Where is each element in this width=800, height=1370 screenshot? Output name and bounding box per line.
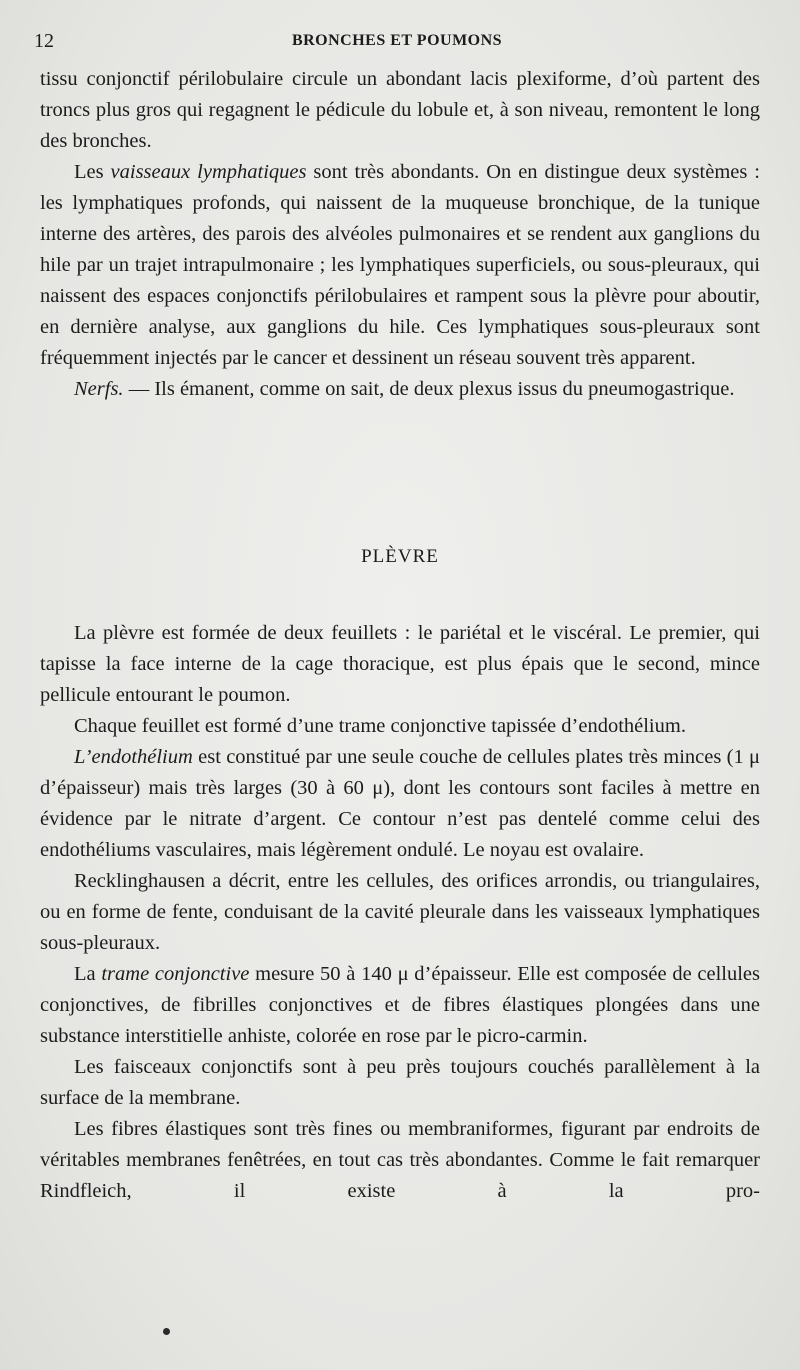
page-header [34, 30, 760, 54]
text-block-bronches [40, 64, 760, 405]
text-run: La [74, 963, 102, 985]
paragraph-nerfs [40, 374, 760, 405]
paragraph-fibres: Les fibres élastiques sont très fines ou membraniformes, figurant par endroits de véritables membranes fenêtrées, en tout cas très abondantes. Comme le fait remarquer Rindfleich, il existe à la pro- [40, 1118, 760, 1202]
text-run: — Ils émanent, comme on sait, de deux plexus issus du pneumogastrique. [123, 378, 735, 400]
ink-spot [163, 1328, 170, 1335]
italic-term: L’endothélium [74, 746, 193, 768]
text-run: mesure 50 à 140 μ d’épaisseur. Elle est composée de cellules conjonctives, de fibrilles conjonctives et de fibres élastiques plongées dans une substance interstitielle anhiste, colorée en rose par le picro-carmin. [40, 963, 761, 1047]
italic-term: vaisseaux lymphatiques [110, 161, 307, 183]
text-run: Les [74, 161, 111, 183]
italic-term: trame conjonctive [101, 963, 250, 985]
paragraph-lymphatiques [40, 157, 760, 374]
paragraph-feuillets: La plèvre est formée de deux feuillets : le pariétal et le viscéral. Le premier, qui tapisse la face interne de la cage thoracique, est plus épais que le second, mince pellicule entourant le poumon. [40, 622, 760, 706]
text-run: sont très abondants. On en distingue deux systèmes : les lymphatiques profonds, qui naissent de la muqueuse bronchique, de la tunique interne des artères, des parois des alvéoles pulmonaires et se rendent aux ganglions du hile par un trajet intrapulmonaire ; les lymphatiques superficiels, ou sous-pleuraux, qui naissent des espaces conjonctifs périlobulaires et rampent sous la plèvre pour aboutir, en dernière analyse, aux ganglions du hile. Ces lymphatiques sous-pleuraux sont fréquemment injectés par le cancer et dessinent un réseau souvent très apparent. [40, 161, 760, 369]
text-run: est constitué par une seule couche de cellules plates très minces (1 μ d’épaisseur) mais très larges (30 à 60 μ), dont les contours sont faciles à mettre en évidence par le nitrate d’argent. Ce contour n’est pas dentelé comme celui des endothéliums vasculaires, mais légèrement ondulé. Le noyau est ovalaire. [40, 746, 760, 861]
paragraph-faisceaux: Les faisceaux conjonctifs sont à peu près toujours couchés parallèlement à la surface de la membrane. [40, 1056, 760, 1109]
paragraph-lacis: tissu conjonctif périlobulaire circule un abondant lacis plexiforme, d’où partent des troncs plus gros qui regagnent le pédicule du lobule et, à son niveau, remontent le long des bronches. [40, 68, 760, 152]
section-heading: PLÈVRE [361, 546, 439, 567]
running-title: BRONCHES ET POUMONS [291, 32, 503, 49]
paragraph-endothelium [40, 742, 760, 866]
page-number: 12 [34, 30, 54, 52]
paragraph-trame: Chaque feuillet est formé d’une trame conjonctive tapissée d’endothélium. [74, 715, 686, 737]
italic-term: Nerfs. [74, 378, 124, 400]
text-block-plevre [40, 618, 760, 1207]
paragraph-recklinghausen: Recklinghausen a décrit, entre les cellules, des orifices arrondis, ou triangulaires, ou en forme de fente, conduisant de la cavité pleurale dans les vaisseaux lymphatiques sous-pleuraux. [40, 870, 760, 954]
paragraph-trame-conjonctive [40, 959, 760, 1052]
